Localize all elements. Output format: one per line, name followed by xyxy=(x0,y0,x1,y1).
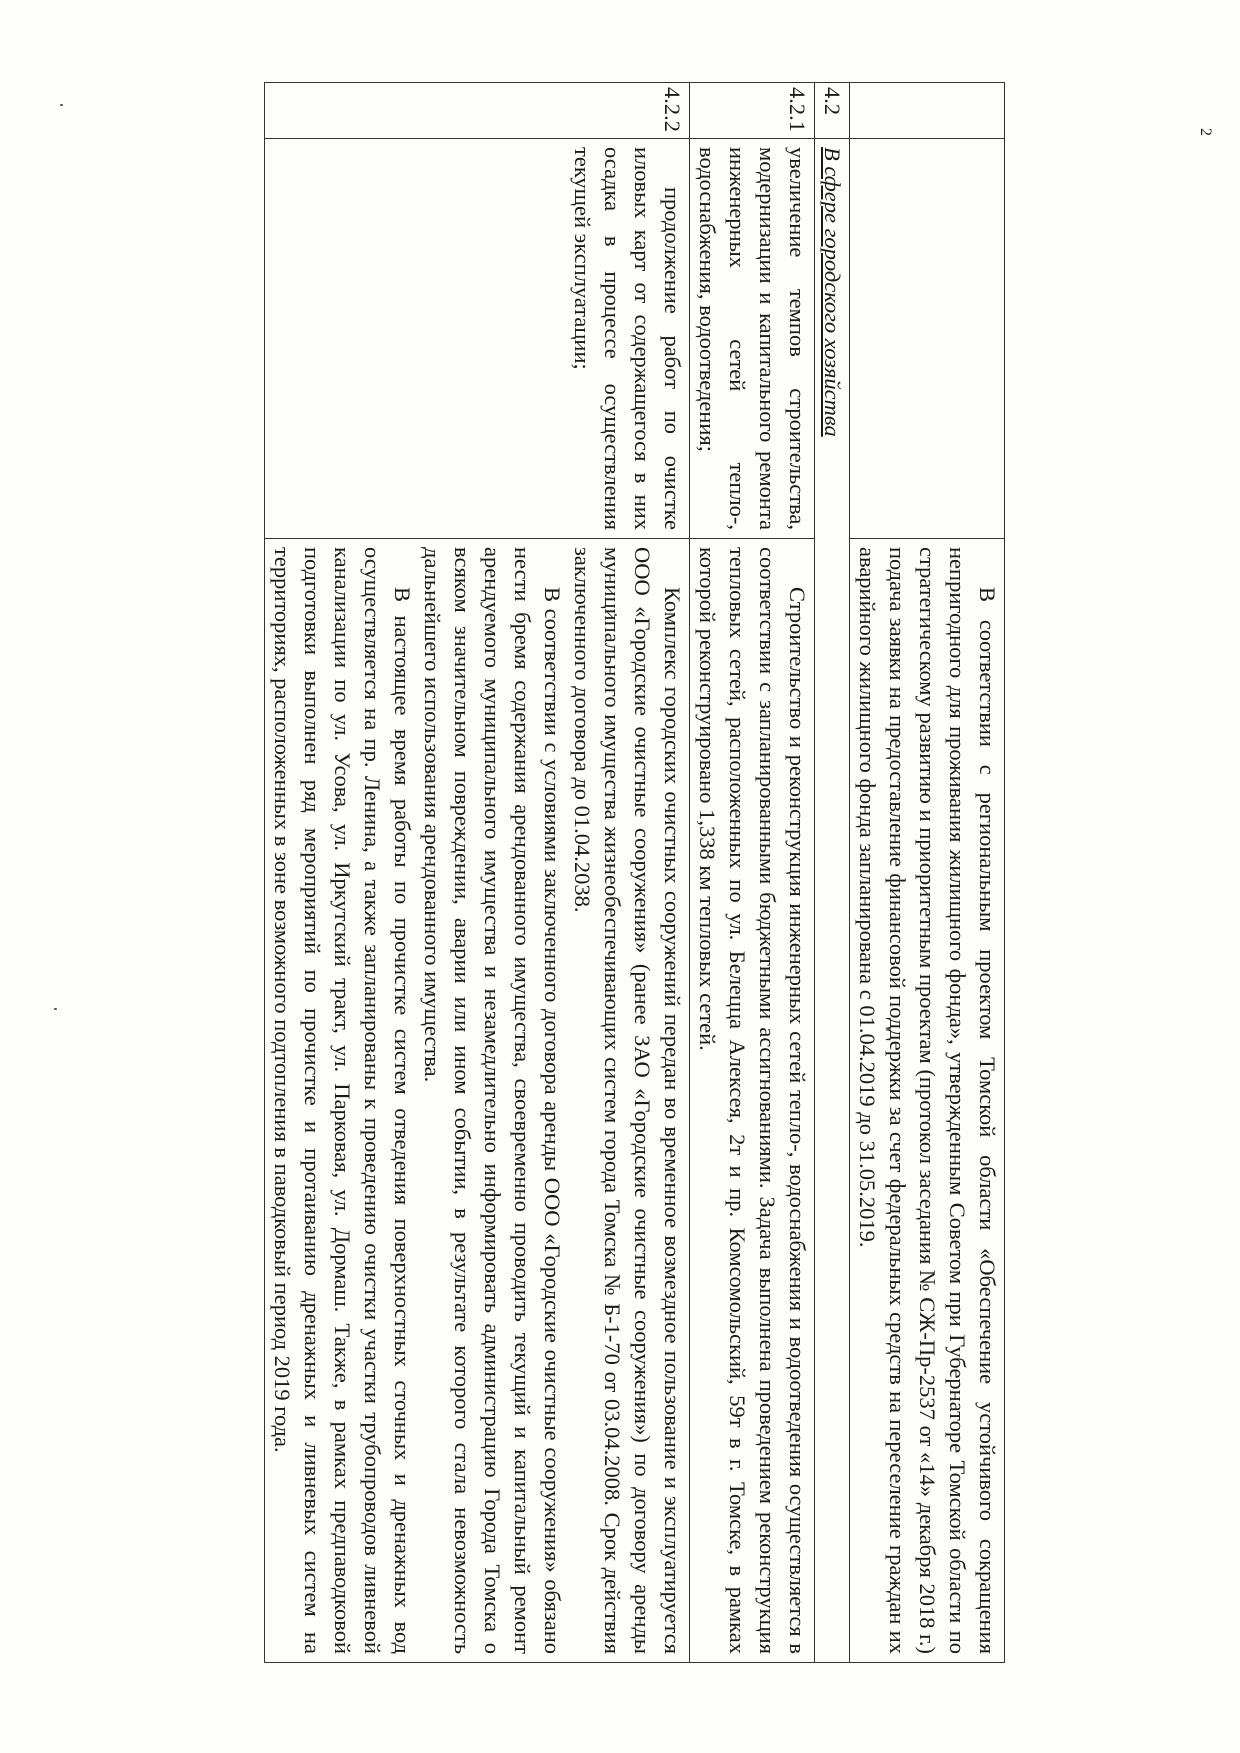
section-heading-cell xyxy=(815,139,850,1663)
task-text: продолжение работ по очистке иловых карт от содержащегося в них осадка в процессе осуществления текущей эксплуатации; xyxy=(570,147,685,530)
row-number xyxy=(850,83,1005,139)
description-cell xyxy=(690,539,815,1663)
description-cell xyxy=(850,539,1005,1663)
task-text: увеличение темпов строительства, модернизации и капитального ремонта инженерных сетей тепло-, водоснабжения, водоотведения; xyxy=(695,147,810,530)
description-paragraph: Комплекс городских очистных сооружений передан во временное возмездное пользование и эксплуатируется ООО «Городские очистные сооружения» (ранее ЗАО «Городские очистные сооружения») по договору аренды муниципального имущества жизнеобеспечивающих систем города Томска № Б-1-70 от 03.04.2008. Срок действия заключенного договора до 01.04.2038. xyxy=(570,547,685,1654)
section-number: 4.2 xyxy=(815,83,850,139)
description-paragraph: В настоящее время работы по прочистке систем отведения поверхностных сточных и дренажных вод осуществляется на пр. Ленина, а также запланированы к проведению очистки участки трубопроводов ливневой канализации по ул. Усова, ул. Иркутский тракт, ул. Парковая, ул. Дормаш. Также, в рамках предпаводковой подготовки выполнен ряд мероприятий по прочистке и протаиванию дренажных и ливневых систем на территориях, расположенных в зоне возможного подтопления в паводковый период 2019 года. xyxy=(270,547,415,1654)
page-number: 2 xyxy=(1197,128,1214,136)
table-row xyxy=(850,83,1005,1663)
table-row xyxy=(690,83,815,1663)
scan-speck xyxy=(60,104,63,106)
description-paragraph: В соответствии с условиями заключенного договора аренды ООО «Городские очистные сооружения» обязано нести бремя содержания арендованного имущества, своевременно проводить текущий и капитальный ремонт арендуемого муниципального имущества и незамедлительно информировать администрацию Города Томска о всяком значительном повреждении, аварии или ином событии, в результате которого стала невозможность дальнейшего использования арендованного имущества. xyxy=(420,547,565,1654)
description-paragraph: В соответствии с региональным проектом Томской области «Обеспечение устойчивого сокращения непригодного для проживания жилищного фонда», утвержденным Советом при Губернаторе Томской области по стратегическому развитию и приоритетным проектам (протокол заседания № СЖ-Пр-2537 от «14» декабря 2018 г.) подача заявки на предоставление финансовой поддержки за счет федеральных средств на переселение граждан их аварийного жилищного фонда запланирована с 01.04.2019 до 31.05.2019. xyxy=(855,547,1000,1654)
rotated-table-container xyxy=(75,82,1005,1662)
task-cell xyxy=(690,139,815,539)
description-cell xyxy=(265,539,690,1663)
row-number: 4.2.2 xyxy=(265,83,690,139)
measures-table xyxy=(264,82,1005,1663)
section-heading: В сфере городского хозяйства xyxy=(820,147,845,437)
row-number: 4.2.1 xyxy=(690,83,815,139)
task-cell xyxy=(850,139,1005,539)
task-cell xyxy=(265,139,690,539)
description-paragraph: Строительство и реконструкция инженерных сетей тепло-, водоснабжения и водоотведения осуществляется в соответствии с запланированными бюджетными ассигнованиями. Задача выполнена проведением реконструкция тепловых сетей, расположенных по ул. Белецца Алексея, 2т и пр. Комсомольский, 59т в г. Томске, в рамках которой реконструировано 1,338 км тепловых сетей. xyxy=(695,547,810,1654)
section-row xyxy=(815,83,850,1663)
table-row xyxy=(265,83,690,1663)
scan-speck xyxy=(54,1008,57,1010)
